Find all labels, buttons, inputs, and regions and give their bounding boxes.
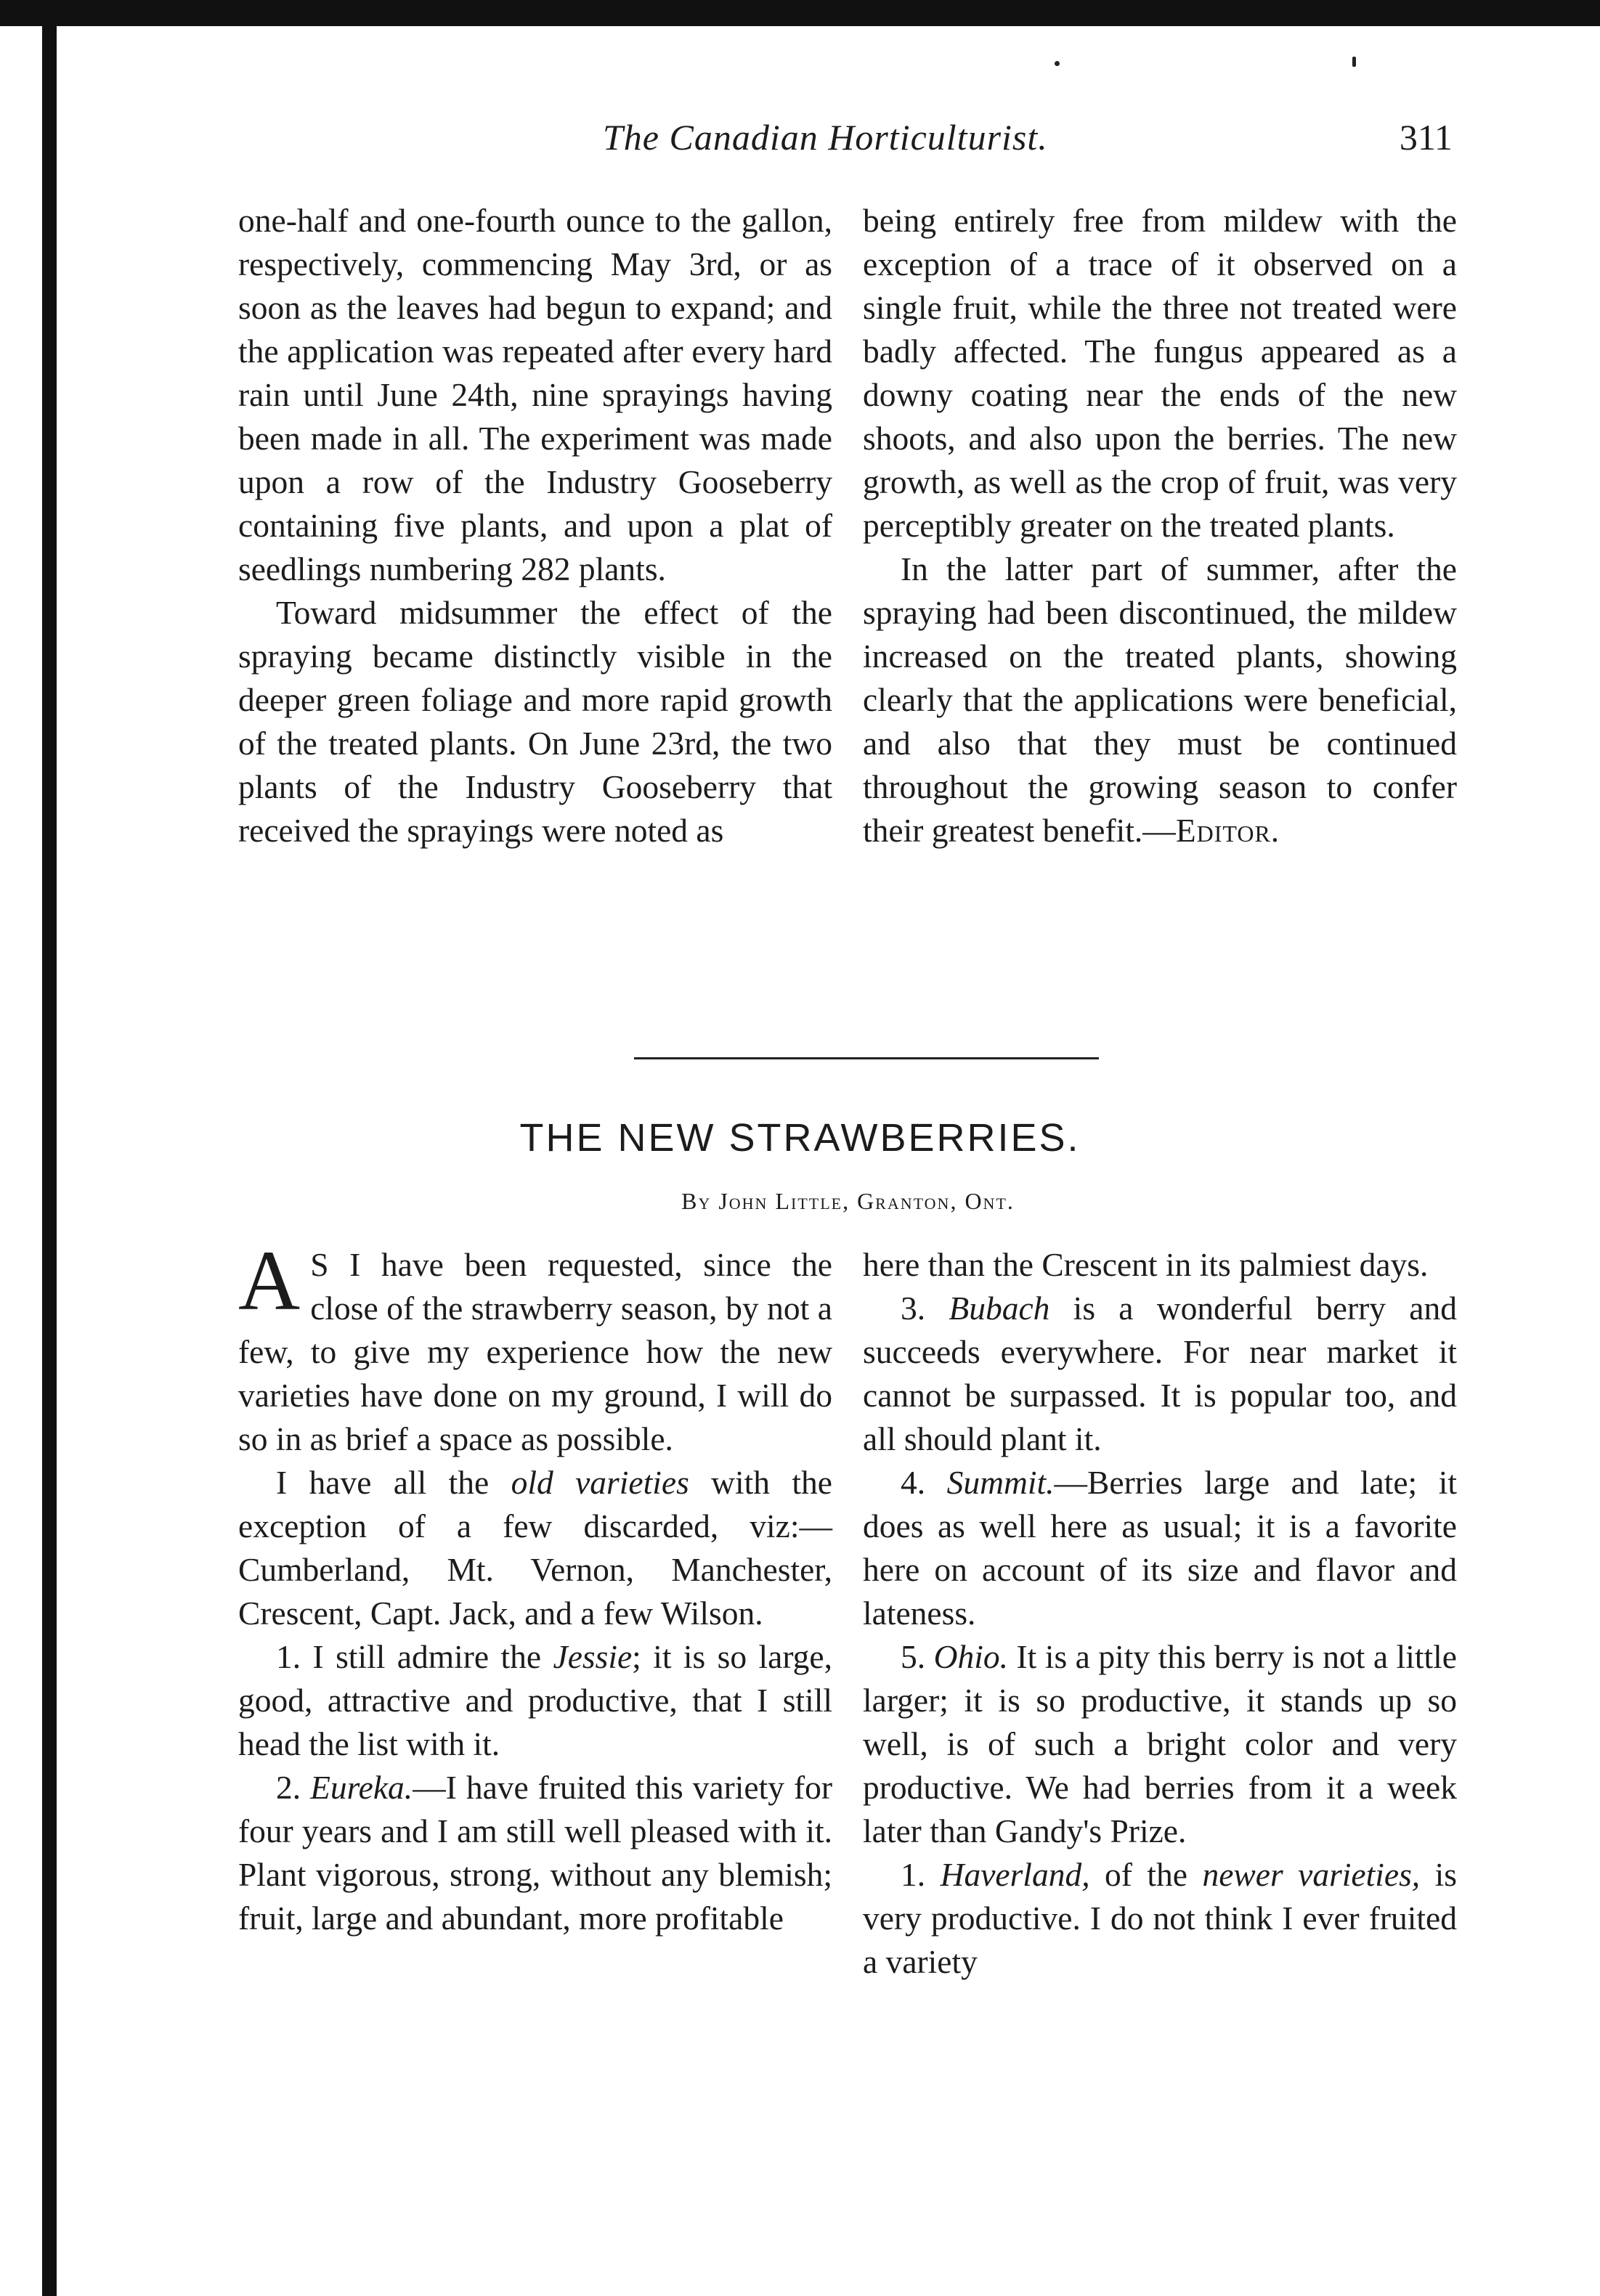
paragraph: [238, 1635, 832, 1766]
italic-run: old varieties: [511, 1464, 689, 1501]
article-title: THE NEW STRAWBERRIES.: [519, 1116, 1081, 1160]
italic-run: Ohio.: [933, 1638, 1009, 1675]
paragraph: [238, 1461, 832, 1635]
text-run: with the exception of a few discarded, viz:—Cumberland, Mt. Vernon, Manchester, Crescent, Capt. Jack, and a few Wilson.: [238, 1464, 832, 1632]
text-run: 1. I still admire the: [276, 1638, 553, 1675]
drop-cap: A: [238, 1233, 301, 1328]
running-head: [603, 116, 1453, 167]
italic-run: Jessie: [553, 1638, 633, 1675]
text-run: 3.: [901, 1290, 949, 1327]
editor-signature: Editor.: [1175, 812, 1280, 849]
section-divider: [634, 1057, 1099, 1059]
paragraph: [238, 1766, 832, 1940]
text-run: 5.: [901, 1638, 934, 1675]
paragraph: [863, 1287, 1457, 1461]
text-run: of the: [1089, 1856, 1203, 1893]
text-run: is a wonderful berry and succeeds everywhere. For near market it cannot be surpassed. It is popular too, and all should plant it.: [863, 1290, 1457, 1457]
paragraph: being entirely free from mildew with the exception of a trace of it observed on a single fruit, while the three not treated were badly affected. The fungus appeared as a downy coating near the ends of the new shoots, and also upon the berries. The new growth, as well as the crop of fruit, was very perceptibly greater on the treated plants.: [863, 202, 1457, 544]
italic-run: Summit.: [946, 1464, 1055, 1501]
paragraph: [863, 1461, 1457, 1635]
paragraph: [863, 1853, 1457, 1984]
paragraph-text: In the latter part of summer, after the spraying had been discontinued, the mildew increased on the treated plants, showing clearly that the applications were beneficial, and also that they must be continued throughout the growing season to confer their greatest benefit.—: [863, 550, 1457, 849]
top-border-bar: [0, 0, 1600, 26]
top-column-right: [863, 199, 1457, 852]
text-run: 4.: [901, 1464, 947, 1501]
text-run: is very productive. I do not think I ever fruited a variety: [863, 1856, 1457, 1980]
running-title: The Canadian Horticulturist.: [603, 117, 1048, 158]
paragraph: [863, 1635, 1457, 1853]
article-column-left: [238, 1233, 833, 1940]
italic-run: Bubach: [949, 1290, 1050, 1327]
text-run: ; it is so large, good, attractive and productive, that I still head the list with it.: [238, 1638, 833, 1762]
ink-speck: [1352, 57, 1356, 67]
paragraph: Toward midsummer the effect of the spraying became distinctly visible in the deeper green foliage and more rapid growth of the treated plants. On June 23rd, the two plants of the Industry Gooseberry that received the sprayings were noted as: [238, 594, 832, 849]
text-run: 1.: [901, 1856, 941, 1893]
text-run: —I have fruited this variety for four years and I am still well pleased with it. Plant vigorous, strong, without any blemish; fruit, large and abundant, more profitable: [238, 1769, 832, 1937]
top-column-left: [238, 199, 832, 852]
text-run: I have all the: [276, 1464, 511, 1501]
ink-speck: [1055, 61, 1060, 66]
italic-run: Eureka.: [310, 1769, 413, 1806]
text-run: —Berries large and late; it does as well here as usual; it is a favorite here on account of its size and flavor and lateness.: [863, 1464, 1458, 1632]
italic-run: newer varieties,: [1202, 1856, 1421, 1893]
paragraph: one-half and one-fourth ounce to the gallon, respectively, commencing May 3rd, or as soon as the leaves had begun to expand; and the application was repeated after every hard rain until June 24th, nine sprayings having been made in all. The experiment was made upon a row of the Industry Gooseberry containing five plants, and upon a plat of seedlings numbering 282 plants.: [238, 202, 832, 587]
article-column-right: [863, 1243, 1457, 1984]
paragraph-text: S I have been requested, since the close of the strawberry season, by not a few, to give my experience how the new varieties have done on my ground, I will do so in as brief a space as possible.: [238, 1246, 832, 1457]
text-run: 2.: [276, 1769, 311, 1806]
page-number: 311: [1399, 117, 1453, 158]
paragraph: here than the Crescent in its palmiest days.: [863, 1246, 1429, 1283]
text-run: It is a pity this berry is not a little larger; it is so productive, it stands up so well, is of such a bright color and very productive. We had berries from it a week later than Gandy's Prize.: [863, 1638, 1458, 1849]
paragraph: [238, 1233, 832, 1461]
italic-run: Haverland,: [940, 1856, 1090, 1893]
paragraph: [863, 547, 1457, 852]
byline: By John Little, Granton, Ont.: [681, 1188, 1015, 1214]
